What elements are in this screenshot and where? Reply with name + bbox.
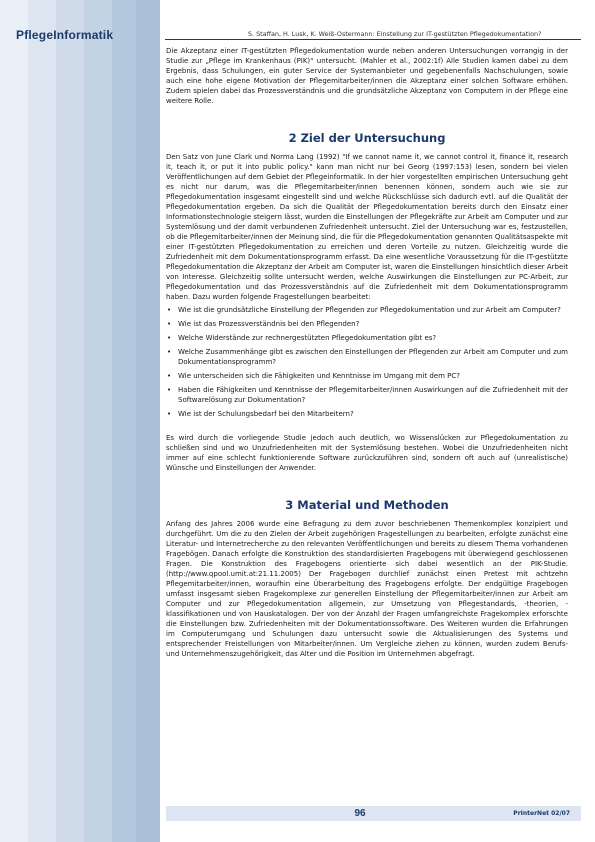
header-divider: [165, 39, 581, 40]
decorative-side-stripes: [0, 0, 160, 842]
section-heading-ziel: 2 Ziel der Untersuchung: [288, 131, 446, 145]
list-item: • Wie ist die grundsätzliche Einstellung der Pflegenden zur Pflegedokumentation und zur Arbeit am Computer?: [166, 305, 568, 315]
list-item: • Welche Zusammenhänge gibt es zwischen den Einstellungen der Pflegenden zur Arbeit am Computer und zum Dokumentationsprogramm?: [166, 347, 568, 367]
list-item: • Haben die Fähigkeiten und Kenntnisse der Pflegemitarbeiter/innen Auswirkungen auf die Zufriedenheit mit der Softwarelösung zur Dokumentation?: [166, 385, 568, 405]
research-questions-list: [166, 305, 568, 419]
running-title: S. Staffan, H. Lusk, K. Weiß-Ostermann: Einstellung zur IT-gestützten Pflegedokumentation?: [248, 30, 542, 38]
list-item: • Welche Widerstände zur rechnergestützten Pflegedokumentation gibt es?: [166, 333, 568, 343]
stripe: [112, 0, 136, 842]
article-body: [166, 46, 568, 659]
intro-paragraph: Die Akzeptanz einer IT-gestützten Pflegedokumentation wurde neben anderen Untersuchungen vorrangig in der Studie zur „Pflege im Krankenhaus (PIK)“ untersucht. (Mahler et al., 2002:1f) Alle Studien kamen dabei zu dem Ergebnis, dass Schulungen, ein guter Service der Systemanbieter und gegebenenfalls Nachschulungen, sowie auch eine hohe eigene Motivation der Pflegemitarbeiter/innen die Akzeptanz einer solchen Software erhöhen. Zudem spielen dabei das Prozessverständnis und die grundsätzliche Akzeptanz von Computern in der Pflege eine weitere Rolle.: [166, 47, 568, 105]
page-header: [0, 0, 595, 40]
list-item: • Wie ist der Schulungsbedarf bei den Mitarbeitern?: [166, 409, 568, 419]
list-item: • Wie unterscheiden sich die Fähigkeiten und Kenntnisse im Umgang mit dem PC?: [166, 371, 568, 381]
section-heading-methoden: 3 Material und Methoden: [285, 498, 449, 512]
section3-paragraph: Anfang des Jahres 2006 wurde eine Befragung zu dem zuvor beschriebenen Themenkomplex konzipiert und durchgeführt. Um die zu den Zielen der Arbeit zugehörigen Fragestellungen zu bearbeiten, erfolgte zunächst eine Literatur- und Internetrecherche zu den relevanten Veröffentlichungen und bereits zu diesem Thema vorhandenen Fragebögen. Danach erfolgte die Konstruktion des standardisierten Fragebogens mit überwiegend geschlossenen Fragen. Die Konstruktion des Fragebogens orientierte sich dabei wesentlich an der PIK-Studie. (http://www.qpool.umit.at:21.11.2005) Der Fragebogen durchlief zunächst einen Pretest mit achtzehn Pflegemitarbeiter/innen, woraufhin eine Überarbeitung des Fragebogens erfolgte. Der endgültige Fragebogen umfasst insgesamt sieben Fragekomplexe zur generellen Einstellung der Pflegemitarbeiter/innen zur Arbeit am Computer und zur Pflegedokumentation allgemein, zur Umsetzung von Pflegestandards, -theorien, -klassifikationen und von Hauskatalogen. Der von der Anzahl der Fragen umfangreichste Fragekomplex erforschte die Einstellungen bzw. Zufriedenheiten mit der Dokumentationssoftware. Des Weiteren wurden die Erfahrungen im Computerumgang und Schulungen dazu untersucht sowie die Aktualisierungen des Systems und entsprechender Freistellungen von Mitarbeiter/innen. Um Vergleiche ziehen zu können, wurden zudem Berufs- und Unternehmenszugehörigkeit, das Alter und die Position im Unternehmen abgefragt.: [166, 520, 568, 658]
page-number: 96: [354, 808, 366, 819]
stripe: [84, 0, 112, 842]
stripe: [28, 0, 56, 842]
list-item: • Wie ist das Prozessverständnis bei den Pflegenden?: [166, 319, 568, 329]
section2-paragraph: Den Satz von June Clark und Norma Lang (1992) "If we cannot name it, we cannot control it, finance it, research it, teach it, or put it into public policy." kann man nicht nur bei Georg (1997:153) lesen, sondern bei vielen Veröffentlichungen auf dem Gebiet der Pflegeinformatik. In der hier vorgestellten empirischen Untersuchung geht es nicht nur darum, was die Pflegemitarbeiter/innen benennen können, sondern auch wie sie zur Pflegedokumentation insgesamt eingestellt sind und welche Rückschlüsse sich dadurch evtl. auf die Qualität der Pflegedokumentation ergeben. Da sich die Qualität der Pflegedokumentation bereits durch den Einsatz einer Informationstechnologie steigern lässt, wurden die Einstellungen der Pflegekräfte zur Arbeit am Computer und zur Systemlösung und der damit verbundenen Zufriedenheit untersucht. Ziel der Untersuchung war es, festzustellen, ob die Pflegemitarbeiter/innen der Meinung sind, die für die Pflegedokumentation genannten Qualitätsaspekte mit einer IT-gestützten Pflegedokumentation zu erreichen und deren Vorteile zu nutzen. Gleichzeitig wurde die Zufriedenheit mit dem Dokumentationsprogramm erfasst. Da eine wesentliche Voraussetzung für die IT-gestützte Pflegedokumentation die Akzeptanz der Arbeit am Computer ist, waren die Einstellungen hinsichtlich dieser Arbeit von Interesse. Gleichzeitig sollte untersucht werden, welche Auswirkungen die Einstellungen zur PC-Arbeit, zur Pflegedokumentation und das Prozessverständnis auf die Zufriedenheit mit dem Dokumentationsprogramm haben. Dazu wurden folgende Fragestellungen bearbeitet:: [166, 153, 568, 301]
stripe: [0, 0, 28, 842]
issue-label: PrInterNet 02/07: [513, 810, 570, 817]
journal-brand: PflegeInformatik: [16, 28, 114, 42]
section2-closing-paragraph: Es wird durch die vorliegende Studie jedoch auch deutlich, wo Wissenslücken zur Pflegedokumentation zu schließen sind und wo Unzufriedenheiten mit der Systemlösung bestehen. Wobei die Unzufriedenheiten nicht immer auf eine schlecht funktionierende Software zurückzuführen sind, sondern oft auch auf (unrealistische) Wünsche und Einstellungen der Anwender.: [166, 434, 568, 472]
stripe: [136, 0, 160, 842]
stripe: [56, 0, 84, 842]
